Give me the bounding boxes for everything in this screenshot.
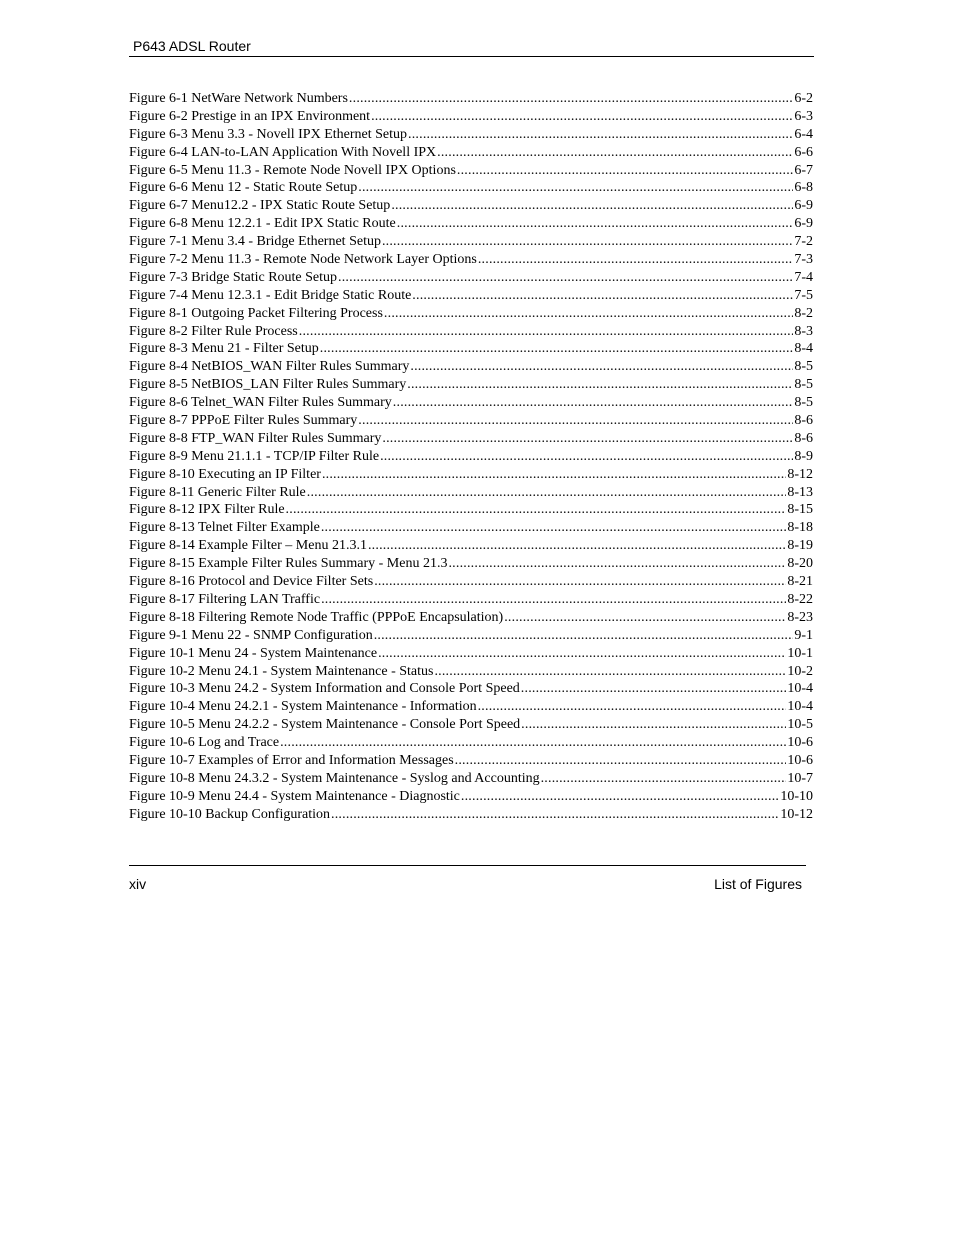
toc-entry-title: Figure 10-1 Menu 24 - System Maintenance: [129, 645, 378, 661]
toc-entry-title: Figure 6-5 Menu 11.3 - Remote Node Novell IPX Options: [129, 162, 456, 178]
dot-leader: [461, 788, 779, 806]
dot-leader: [408, 126, 793, 144]
dot-leader: [478, 698, 787, 716]
toc-entry[interactable]: [129, 519, 813, 537]
toc-entry-page: 8-4: [794, 341, 813, 357]
toc-entry[interactable]: [129, 323, 813, 341]
dot-leader: [322, 466, 786, 484]
dot-leader: [397, 215, 794, 233]
dot-leader: [307, 484, 787, 502]
dot-leader: [521, 680, 787, 698]
toc-entry-page: 6-9: [794, 216, 813, 232]
footer-section-title: List of Figures: [714, 876, 802, 892]
toc-entry-title: Figure 6-3 Menu 3.3 - Novell IPX Ethernet Setup: [129, 126, 408, 142]
toc-entry-page: 10-4: [787, 681, 813, 697]
toc-entry-title: Figure 8-7 PPPoE Filter Rules Summary: [129, 413, 358, 429]
toc-entry-page: 8-20: [787, 556, 813, 572]
toc-entry-page: 10-10: [780, 788, 813, 804]
toc-entry-title: Figure 10-6 Log and Trace: [129, 735, 280, 751]
toc-entry[interactable]: [129, 269, 813, 287]
toc-entry-title: Figure 6-2 Prestige in an IPX Environment: [129, 108, 371, 124]
toc-entry[interactable]: [129, 126, 813, 144]
toc-entry[interactable]: [129, 412, 813, 430]
toc-entry-page: 6-7: [794, 162, 813, 178]
dot-leader: [280, 734, 786, 752]
toc-entry-title: Figure 8-10 Executing an IP Filter: [129, 466, 321, 482]
toc-entry-page: 8-23: [787, 609, 813, 625]
toc-entry-page: 7-5: [794, 287, 813, 303]
dot-leader: [321, 591, 786, 609]
dot-leader: [320, 340, 794, 358]
toc-entry-title: Figure 6-7 Menu12.2 - IPX Static Route Setup: [129, 198, 391, 214]
running-header-title: P643 ADSL Router: [133, 38, 251, 54]
toc-entry-page: 9-1: [794, 627, 813, 643]
dot-leader: [380, 448, 793, 466]
toc-entry-title: Figure 8-18 Filtering Remote Node Traffic (PPPoE Encapsulation): [129, 609, 504, 625]
toc-entry-page: 6-2: [794, 91, 813, 106]
toc-entry-title: Figure 6-6 Menu 12 - Static Route Setup: [129, 180, 358, 196]
toc-entry-page: 8-21: [787, 574, 813, 590]
toc-entry[interactable]: [129, 537, 813, 555]
footer-divider: [129, 865, 806, 866]
toc-entry-page: 8-15: [787, 502, 813, 518]
toc-entry[interactable]: [129, 591, 813, 609]
toc-entry-title: Figure 6-1 NetWare Network Numbers: [129, 91, 348, 106]
toc-entry-page: 10-6: [787, 752, 813, 768]
dot-leader: [349, 90, 793, 108]
toc-entry[interactable]: [129, 448, 813, 466]
toc-entry-title: Figure 6-8 Menu 12.2.1 - Edit IPX Static Route: [129, 216, 396, 232]
dot-leader: [382, 233, 793, 251]
footer-page-number: xiv: [129, 876, 147, 892]
toc-entry[interactable]: [129, 430, 813, 448]
toc-entry-title: Figure 8-12 IPX Filter Rule: [129, 502, 285, 518]
toc-entry[interactable]: [129, 698, 813, 716]
toc-entry-title: Figure 8-13 Telnet Filter Example: [129, 520, 320, 536]
dot-leader: [541, 770, 787, 788]
header-divider: [129, 56, 814, 57]
dot-leader: [358, 412, 793, 430]
toc-entry-title: Figure 7-4 Menu 12.3.1 - Edit Bridge Static Route: [129, 287, 412, 303]
toc-entry[interactable]: [129, 305, 813, 323]
dot-leader: [410, 358, 793, 376]
toc-entry-title: Figure 8-11 Generic Filter Rule: [129, 484, 306, 500]
toc-entry[interactable]: [129, 484, 813, 502]
toc-entry-page: 7-2: [794, 234, 813, 250]
dot-leader: [521, 716, 786, 734]
toc-entry[interactable]: [129, 806, 813, 824]
dot-leader: [331, 806, 779, 824]
toc-entry-title: Figure 8-3 Menu 21 - Filter Setup: [129, 341, 319, 357]
toc-entry-page: 6-3: [794, 108, 813, 124]
dot-leader: [299, 323, 794, 341]
toc-entry[interactable]: [129, 627, 813, 645]
toc-entry[interactable]: [129, 716, 813, 734]
toc-entry-page: 8-18: [787, 520, 813, 536]
dot-leader: [374, 627, 794, 645]
toc-entry-page: 10-2: [787, 663, 813, 679]
toc-entry-page: 8-19: [787, 538, 813, 554]
dot-leader: [412, 287, 793, 305]
toc-entry-page: 6-6: [794, 144, 813, 160]
list-of-figures: [129, 90, 813, 824]
toc-entry-page: 7-4: [794, 269, 813, 285]
toc-entry-title: Figure 10-3 Menu 24.2 - System Information and Console Port Speed: [129, 681, 520, 697]
toc-entry-title: Figure 8-17 Filtering LAN Traffic: [129, 591, 321, 607]
toc-entry[interactable]: [129, 734, 813, 752]
toc-entry[interactable]: [129, 287, 813, 305]
toc-entry-title: Figure 8-8 FTP_WAN Filter Rules Summary: [129, 430, 382, 446]
toc-entry[interactable]: [129, 340, 813, 358]
toc-entry-page: 10-5: [787, 717, 813, 733]
toc-entry-page: 8-13: [787, 484, 813, 500]
toc-entry-page: 6-9: [794, 198, 813, 214]
toc-entry-title: Figure 7-1 Menu 3.4 - Bridge Ethernet Setup: [129, 234, 381, 250]
toc-entry-page: 8-9: [794, 448, 813, 464]
toc-entry[interactable]: [129, 394, 813, 412]
toc-entry[interactable]: [129, 645, 813, 663]
toc-entry[interactable]: [129, 215, 813, 233]
dot-leader: [368, 537, 786, 555]
toc-entry[interactable]: [129, 358, 813, 376]
toc-entry-title: Figure 10-9 Menu 24.4 - System Maintenance - Diagnostic: [129, 788, 460, 804]
toc-entry-page: 10-1: [787, 645, 813, 661]
dot-leader: [393, 394, 794, 412]
toc-entry-title: Figure 10-5 Menu 24.2.2 - System Maintenance - Console Port Speed: [129, 717, 521, 733]
dot-leader: [434, 663, 786, 681]
toc-entry[interactable]: [129, 233, 813, 251]
toc-entry[interactable]: [129, 752, 813, 770]
toc-entry-page: 10-4: [787, 699, 813, 715]
toc-entry-title: Figure 8-5 NetBIOS_LAN Filter Rules Summary: [129, 377, 407, 393]
dot-leader: [455, 752, 787, 770]
toc-entry[interactable]: [129, 680, 813, 698]
toc-entry-page: 8-5: [794, 395, 813, 411]
toc-entry-title: Figure 10-2 Menu 24.1 - System Maintenance - Status: [129, 663, 434, 679]
toc-entry-title: Figure 7-3 Bridge Static Route Setup: [129, 269, 338, 285]
dot-leader: [391, 197, 793, 215]
toc-entry-title: Figure 6-4 LAN-to-LAN Application With Novell IPX: [129, 144, 437, 160]
toc-entry[interactable]: [129, 162, 813, 180]
toc-entry[interactable]: [129, 501, 813, 519]
toc-entry[interactable]: [129, 376, 813, 394]
dot-leader: [407, 376, 793, 394]
dot-leader: [382, 430, 793, 448]
dot-leader: [358, 179, 793, 197]
toc-entry[interactable]: [129, 609, 813, 627]
toc-entry-page: 8-12: [787, 466, 813, 482]
toc-entry-page: 8-3: [794, 323, 813, 339]
toc-entry[interactable]: [129, 788, 813, 806]
dot-leader: [448, 555, 786, 573]
toc-entry[interactable]: [129, 663, 813, 681]
toc-entry-page: 10-7: [787, 770, 813, 786]
toc-entry[interactable]: [129, 251, 813, 269]
toc-entry[interactable]: [129, 197, 813, 215]
toc-entry-title: Figure 10-7 Examples of Error and Information Messages: [129, 752, 454, 768]
dot-leader: [378, 645, 786, 663]
dot-leader: [338, 269, 793, 287]
toc-entry-title: Figure 8-9 Menu 21.1.1 - TCP/IP Filter Rule: [129, 448, 380, 464]
dot-leader: [286, 501, 787, 519]
toc-entry-title: Figure 9-1 Menu 22 - SNMP Configuration: [129, 627, 373, 643]
toc-entry-page: 7-3: [794, 252, 813, 268]
toc-entry-title: Figure 8-1 Outgoing Packet Filtering Process: [129, 305, 383, 321]
dot-leader: [437, 144, 793, 162]
dot-leader: [504, 609, 786, 627]
dot-leader: [371, 108, 793, 126]
toc-entry-page: 8-6: [794, 413, 813, 429]
toc-entry-page: 8-6: [794, 430, 813, 446]
toc-entry-title: Figure 10-8 Menu 24.3.2 - System Maintenance - Syslog and Accounting: [129, 770, 540, 786]
toc-entry[interactable]: [129, 573, 813, 591]
toc-entry[interactable]: [129, 144, 813, 162]
toc-entry[interactable]: [129, 770, 813, 788]
toc-entry-page: 10-12: [780, 806, 813, 822]
dot-leader: [374, 573, 786, 591]
toc-entry[interactable]: [129, 179, 813, 197]
toc-entry-title: Figure 8-6 Telnet_WAN Filter Rules Summary: [129, 395, 392, 411]
toc-entry-title: Figure 8-2 Filter Rule Process: [129, 323, 298, 339]
toc-entry-page: 6-8: [794, 180, 813, 196]
toc-entry-title: Figure 8-4 NetBIOS_WAN Filter Rules Summary: [129, 359, 410, 375]
toc-entry[interactable]: [129, 90, 813, 108]
dot-leader: [457, 162, 793, 180]
toc-entry-page: 8-5: [794, 377, 813, 393]
toc-entry-title: Figure 10-10 Backup Configuration: [129, 806, 331, 822]
toc-entry-title: Figure 8-15 Example Filter Rules Summary - Menu 21.3: [129, 556, 448, 572]
toc-entry-page: 8-2: [794, 305, 813, 321]
toc-entry-title: Figure 8-14 Example Filter – Menu 21.3.1: [129, 538, 367, 554]
toc-entry-page: 8-22: [787, 591, 813, 607]
toc-entry-page: 10-6: [787, 735, 813, 751]
dot-leader: [478, 251, 793, 269]
toc-entry-title: Figure 10-4 Menu 24.2.1 - System Maintenance - Information: [129, 699, 477, 715]
toc-entry[interactable]: [129, 555, 813, 573]
toc-entry[interactable]: [129, 108, 813, 126]
toc-entry-title: Figure 7-2 Menu 11.3 - Remote Node Network Layer Options: [129, 252, 477, 268]
toc-entry[interactable]: [129, 466, 813, 484]
toc-entry-title: Figure 8-16 Protocol and Device Filter Sets: [129, 574, 374, 590]
toc-entry-page: 8-5: [794, 359, 813, 375]
dot-leader: [384, 305, 793, 323]
toc-entry-page: 6-4: [794, 126, 813, 142]
dot-leader: [321, 519, 786, 537]
